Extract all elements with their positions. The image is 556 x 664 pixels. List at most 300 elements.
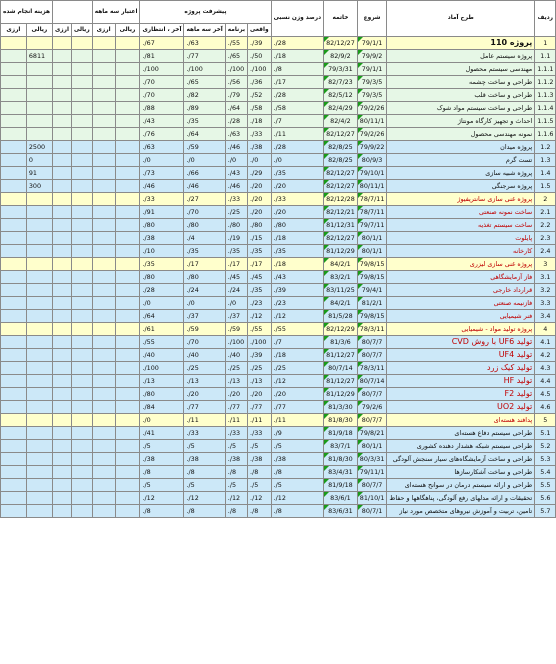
cell-actual: 80/. [248,219,272,232]
cell-q3-riali [115,167,140,180]
cell-radif: 5.2 [535,440,556,453]
cell-expected: 55/. [140,336,184,349]
cell-end: 82/12/27 [324,37,358,50]
cell-title: فاز آزمایشگاهی [387,271,535,284]
cell-q3-arzi [92,193,115,206]
cell-actual: 8/. [248,505,272,518]
cell-spent-arzi [1,492,27,505]
cell-q3-arzi [92,323,115,336]
cell-weight: 12/. [271,375,324,388]
cell-weight: 77/. [271,401,324,414]
cell-spent-arzi [1,310,27,323]
cell-spent-arzi [1,336,27,349]
cell-title: پروژه شبیه سازی [387,167,535,180]
cell-actual: 23/. [248,297,272,310]
cell-q3b-riali [71,154,92,167]
cell-actual: 8/. [248,466,272,479]
cell-q3-arzi [92,219,115,232]
col-plan: برنامه [225,24,247,37]
cell-q3-riali [115,154,140,167]
cell-q3b-riali [71,323,92,336]
cell-weight: 11/. [271,414,324,427]
cell-radif: 4.3 [535,362,556,375]
table-body [1,37,556,518]
cell-q3-riali [115,505,140,518]
cell-weight: 8/. [271,466,324,479]
cell-plan: 17/. [225,258,247,271]
cell-q3-riali [115,284,140,297]
cell-start: 79/7/11 [357,219,387,232]
cell-actual-q: 100/. [184,63,225,76]
cell-actual-q: 40/. [184,349,225,362]
cell-q3b-arzi [52,141,71,154]
cell-start: 79/3/5 [357,76,387,89]
cell-q3b-riali [71,206,92,219]
cell-actual-q: 80/. [184,271,225,284]
cell-expected: 80/. [140,388,184,401]
cell-start: 79/4/1 [357,284,387,297]
cell-end: 82/12/27 [324,232,358,245]
cell-q3-riali [115,492,140,505]
cell-start: 79/8/15 [357,271,387,284]
cell-expected: 8/. [140,466,184,479]
cell-weight: 55/. [271,323,324,336]
cell-q3b-arzi [52,63,71,76]
cell-q3b-arzi [52,375,71,388]
cell-expected: 73/. [140,167,184,180]
cell-actual-q: 33/. [184,427,225,440]
cell-spent-arzi [1,206,27,219]
cell-q3b-arzi [52,336,71,349]
cell-actual: 20/. [248,388,272,401]
cell-q3b-arzi [52,37,71,50]
table-row [1,115,556,128]
cell-weight: 38/. [271,453,324,466]
cell-q3b-arzi [52,323,71,336]
cell-title: پروژه غنی سازی لیزری [387,258,535,271]
cell-title: طراحی و ارائه سیستم درمان در سوانح هسته‌ای [387,479,535,492]
cell-q3b-arzi [52,427,71,440]
cell-q3b-arzi [52,453,71,466]
cell-weight: 20/. [271,388,324,401]
cell-radif: 2.1 [535,206,556,219]
cell-q3-riali [115,63,140,76]
cell-weight: 8/. [271,63,324,76]
cell-actual: 100/. [248,336,272,349]
cell-q3-riali [115,102,140,115]
cell-q3b-riali [71,388,92,401]
cell-q3-arzi [92,375,115,388]
cell-plan: 40/. [225,349,247,362]
cell-q3-arzi [92,310,115,323]
cell-expected: 76/. [140,128,184,141]
cell-actual-q: 59/. [184,323,225,336]
cell-spent-arzi [1,180,27,193]
cell-weight: 23/. [271,297,324,310]
cell-expected: 67/. [140,37,184,50]
cell-q3-riali [115,219,140,232]
cell-radif: 5 [535,414,556,427]
table-header [1,1,556,37]
cell-title: تولید UO2 [387,401,535,414]
cell-q3-riali [115,141,140,154]
cell-q3b-arzi [52,505,71,518]
cell-q3b-riali [71,193,92,206]
cell-title: کارخانه [387,245,535,258]
cell-start: 80/1/1 [357,232,387,245]
table-row [1,323,556,336]
cell-end: 82/8/25 [324,141,358,154]
cell-actual: 18/. [248,115,272,128]
cell-end: 83/6/1 [324,492,358,505]
cell-q3-arzi [92,50,115,63]
cell-title: طراحی و ساخت چشمه [387,76,535,89]
cell-q3b-riali [71,440,92,453]
cell-q3-arzi [92,102,115,115]
table-row [1,37,556,50]
cell-title: تولید UF6 با روش CVD [387,336,535,349]
table-row [1,336,556,349]
cell-radif: 4.5 [535,388,556,401]
cell-actual-q: 27/. [184,193,225,206]
cell-plan: 13/. [225,375,247,388]
cell-q3-arzi [92,505,115,518]
cell-actual: 5/. [248,440,272,453]
cell-plan: 8/. [225,505,247,518]
cell-radif: 1.5 [535,180,556,193]
cell-radif: 1.3 [535,154,556,167]
cell-spent-riali [26,128,52,141]
cell-q3b-arzi [52,271,71,284]
cell-q3-riali [115,37,140,50]
cell-q3-arzi [92,89,115,102]
cell-start: 78/3/11 [357,323,387,336]
cell-start: 79/10/1 [357,167,387,180]
cell-q3-arzi [92,492,115,505]
cell-radif: 3.2 [535,284,556,297]
cell-q3b-riali [71,50,92,63]
cell-expected: 33/. [140,193,184,206]
cell-spent-riali [26,219,52,232]
cell-spent-riali [26,310,52,323]
cell-spent-arzi [1,323,27,336]
cell-radif: 4.4 [535,375,556,388]
cell-end: 81/3/30 [324,401,358,414]
cell-weight: 39/. [271,284,324,297]
cell-spent-arzi [1,284,27,297]
table-row [1,50,556,63]
col-q3b-arzi: ارزی [52,24,71,37]
cell-spent-riali [26,271,52,284]
cell-q3-riali [115,336,140,349]
cell-spent-arzi [1,232,27,245]
cell-q3-riali [115,271,140,284]
cell-end: 82/12/29 [324,323,358,336]
cell-radif: 1.1 [535,50,556,63]
cell-spent-riali: 2500 [26,141,52,154]
cell-spent-arzi [1,115,27,128]
cell-weight: 25/. [271,362,324,375]
cell-start: 78/7/11 [357,193,387,206]
cell-q3-riali [115,349,140,362]
cell-actual: 20/. [248,193,272,206]
cell-q3-riali [115,245,140,258]
cell-q3b-riali [71,479,92,492]
cell-actual-q: 80/. [184,219,225,232]
cell-actual-q: 11/. [184,414,225,427]
cell-spent-arzi [1,479,27,492]
cell-q3b-riali [71,271,92,284]
cell-q3-riali [115,414,140,427]
cell-plan: 55/. [225,37,247,50]
cell-q3-riali [115,297,140,310]
cell-plan: 65/. [225,50,247,63]
cell-actual: 35/. [248,245,272,258]
cell-q3-arzi [92,453,115,466]
cell-spent-riali [26,362,52,375]
cell-expected: 41/. [140,427,184,440]
cell-plan: 46/. [225,180,247,193]
table-row [1,232,556,245]
cell-plan: 25/. [225,206,247,219]
cell-plan: 25/. [225,362,247,375]
cell-q3-arzi [92,440,115,453]
cell-title: پدافند هسته‌ای [387,414,535,427]
cell-spent-riali [26,336,52,349]
cell-spent-arzi [1,466,27,479]
cell-q3b-riali [71,427,92,440]
cell-end: 83/7/1 [324,440,358,453]
cell-q3-arzi [92,349,115,362]
table-row [1,401,556,414]
cell-plan: 8/. [225,466,247,479]
cell-title: تحقیقات و ارائه مدلهای رفع آلودگی، پناهگاهها و حفاظ [387,492,535,505]
cell-plan: 0/. [225,154,247,167]
cell-q3b-riali [71,141,92,154]
cell-start: 80/7/7 [357,349,387,362]
cell-actual-q: 0/. [184,297,225,310]
cell-plan: 0/. [225,297,247,310]
cell-q3b-arzi [52,466,71,479]
cell-end: 82/5/12 [324,89,358,102]
col-title: طرح آماد [387,1,535,37]
cell-expected: 0/. [140,414,184,427]
cell-expected: 84/. [140,401,184,414]
cell-plan: 63/. [225,128,247,141]
table-row [1,284,556,297]
cell-plan: 43/. [225,167,247,180]
cell-q3-riali [115,453,140,466]
table-row [1,128,556,141]
cell-radif: 5.1 [535,427,556,440]
cell-q3-arzi [92,141,115,154]
cell-start: 78/7/11 [357,206,387,219]
cell-spent-riali [26,414,52,427]
cell-q3b-riali [71,102,92,115]
table-row [1,492,556,505]
cell-q3-arzi [92,167,115,180]
cell-q3b-riali [71,258,92,271]
cell-spent-arzi [1,453,27,466]
cell-end: 82/4/2 [324,115,358,128]
cell-weight: 7/. [271,336,324,349]
cell-title: نمونه مهندسی محصول [387,128,535,141]
cell-start: 79/3/5 [357,89,387,102]
cell-q3-arzi [92,336,115,349]
cell-spent-arzi [1,89,27,102]
cell-end: 82/12/27 [324,128,358,141]
cell-actual: 12/. [248,310,272,323]
cell-start: 79/1/1 [357,37,387,50]
cell-q3b-arzi [52,479,71,492]
cell-expected: 64/. [140,310,184,323]
cell-q3-riali [115,115,140,128]
cell-expected: 0/. [140,154,184,167]
table-row [1,427,556,440]
cell-start: 80/1/1 [357,440,387,453]
cell-actual: 12/. [248,492,272,505]
cell-q3-arzi [92,128,115,141]
cell-actual-q: 77/. [184,50,225,63]
cell-q3b-arzi [52,414,71,427]
cell-actual-q: 37/. [184,310,225,323]
cell-radif: 4.6 [535,401,556,414]
cell-start: 80/7/7 [357,336,387,349]
cell-actual-q: 82/. [184,89,225,102]
cell-q3-riali [115,206,140,219]
cell-title: مهندسی سیستم محصول [387,63,535,76]
table-row [1,219,556,232]
cell-q3-riali [115,401,140,414]
cell-weight: 11/. [271,128,324,141]
cell-q3-arzi [92,271,115,284]
cell-title: فنر شیمیایی [387,310,535,323]
cell-expected: 100/. [140,63,184,76]
cell-title: تولید HF [387,375,535,388]
cell-weight: 28/. [271,89,324,102]
cell-end: 81/12/29 [324,388,358,401]
cell-q3b-riali [71,466,92,479]
cell-plan: 12/. [225,492,247,505]
cell-q3b-riali [71,336,92,349]
cell-actual: 39/. [248,349,272,362]
cell-q3b-arzi [52,245,71,258]
cell-end: 82/12/27 [324,167,358,180]
cell-actual-q: 8/. [184,505,225,518]
cell-spent-arzi [1,414,27,427]
cell-end: 84/2/1 [324,297,358,310]
cell-actual: 11/. [248,414,272,427]
cell-actual: 100/. [248,63,272,76]
cell-weight: 80/. [271,219,324,232]
cell-end: 81/8/30 [324,453,358,466]
col-q3-arzi: ارزی [92,24,115,37]
cell-q3b-arzi [52,388,71,401]
cell-actual-q: 20/. [184,388,225,401]
cell-end: 80/7/14 [324,362,358,375]
cell-plan: 11/. [225,414,247,427]
cell-title: طراحی و ساخت آزمایشگاه‌های سیار سنجش آلودگی [387,453,535,466]
cell-start: 80/7/7 [357,479,387,492]
cell-start: 79/2/6 [357,401,387,414]
cell-q3b-arzi [52,50,71,63]
cell-start: 80/11/1 [357,180,387,193]
cell-q3-arzi [92,206,115,219]
cell-weight: 58/. [271,102,324,115]
cell-title: پروژه غنی سازی سانتریفیوژ [387,193,535,206]
col-q3b-riali: ریالی [71,24,92,37]
cell-weight: 33/. [271,193,324,206]
cell-actual-q: 0/. [184,154,225,167]
cell-radif: 4 [535,323,556,336]
cell-actual: 33/. [248,128,272,141]
cell-actual-q: 89/. [184,102,225,115]
cell-spent-arzi [1,128,27,141]
cell-spent-riali [26,115,52,128]
cell-weight: 17/. [271,76,324,89]
cell-actual-q: 70/. [184,206,225,219]
cell-spent-riali: 0 [26,154,52,167]
cell-q3b-arzi [52,219,71,232]
cell-title: طراحی و ساخت قلب [387,89,535,102]
col-spent-riali: ریالی [26,24,52,37]
cell-actual: 36/. [248,76,272,89]
cell-title: تست گرم [387,154,535,167]
cell-actual: 38/. [248,141,272,154]
cell-actual-q: 59/. [184,141,225,154]
cell-spent-riali [26,37,52,50]
cell-spent-arzi [1,193,27,206]
cell-start: 80/9/3 [357,154,387,167]
cell-expected: 13/. [140,375,184,388]
cell-spent-riali [26,505,52,518]
cell-q3b-arzi [52,258,71,271]
cell-q3b-riali [71,297,92,310]
cell-weight: 7/. [271,115,324,128]
cell-title: پروژه سرجنگی [387,180,535,193]
cell-q3-riali [115,388,140,401]
cell-q3b-arzi [52,440,71,453]
cell-end: 81/12/27 [324,375,358,388]
cell-plan: 45/. [225,271,247,284]
cell-weight: 43/. [271,271,324,284]
table-row [1,180,556,193]
cell-start: 79/9/2 [357,50,387,63]
cell-q3b-riali [71,492,92,505]
cell-plan: 79/. [225,89,247,102]
cell-spent-arzi [1,427,27,440]
cell-start: 81/2/1 [357,297,387,310]
cell-spent-riali [26,401,52,414]
cell-plan: 56/. [225,76,247,89]
cell-q3-riali [115,89,140,102]
cell-q3-riali [115,323,140,336]
cell-title: طراحی و ساخت آشکارسازها [387,466,535,479]
cell-actual: 77/. [248,401,272,414]
cell-actual-q: 77/. [184,401,225,414]
cell-start: 80/7/14 [357,375,387,388]
cell-q3b-arzi [52,128,71,141]
cell-q3b-riali [71,362,92,375]
cell-actual: 0/. [248,154,272,167]
table-row [1,89,556,102]
cell-q3-arzi [92,284,115,297]
cell-plan: 28/. [225,115,247,128]
cell-actual: 39/. [248,37,272,50]
cell-actual-q: 4/. [184,232,225,245]
cell-actual-q: 63/. [184,37,225,50]
cell-q3b-arzi [52,284,71,297]
